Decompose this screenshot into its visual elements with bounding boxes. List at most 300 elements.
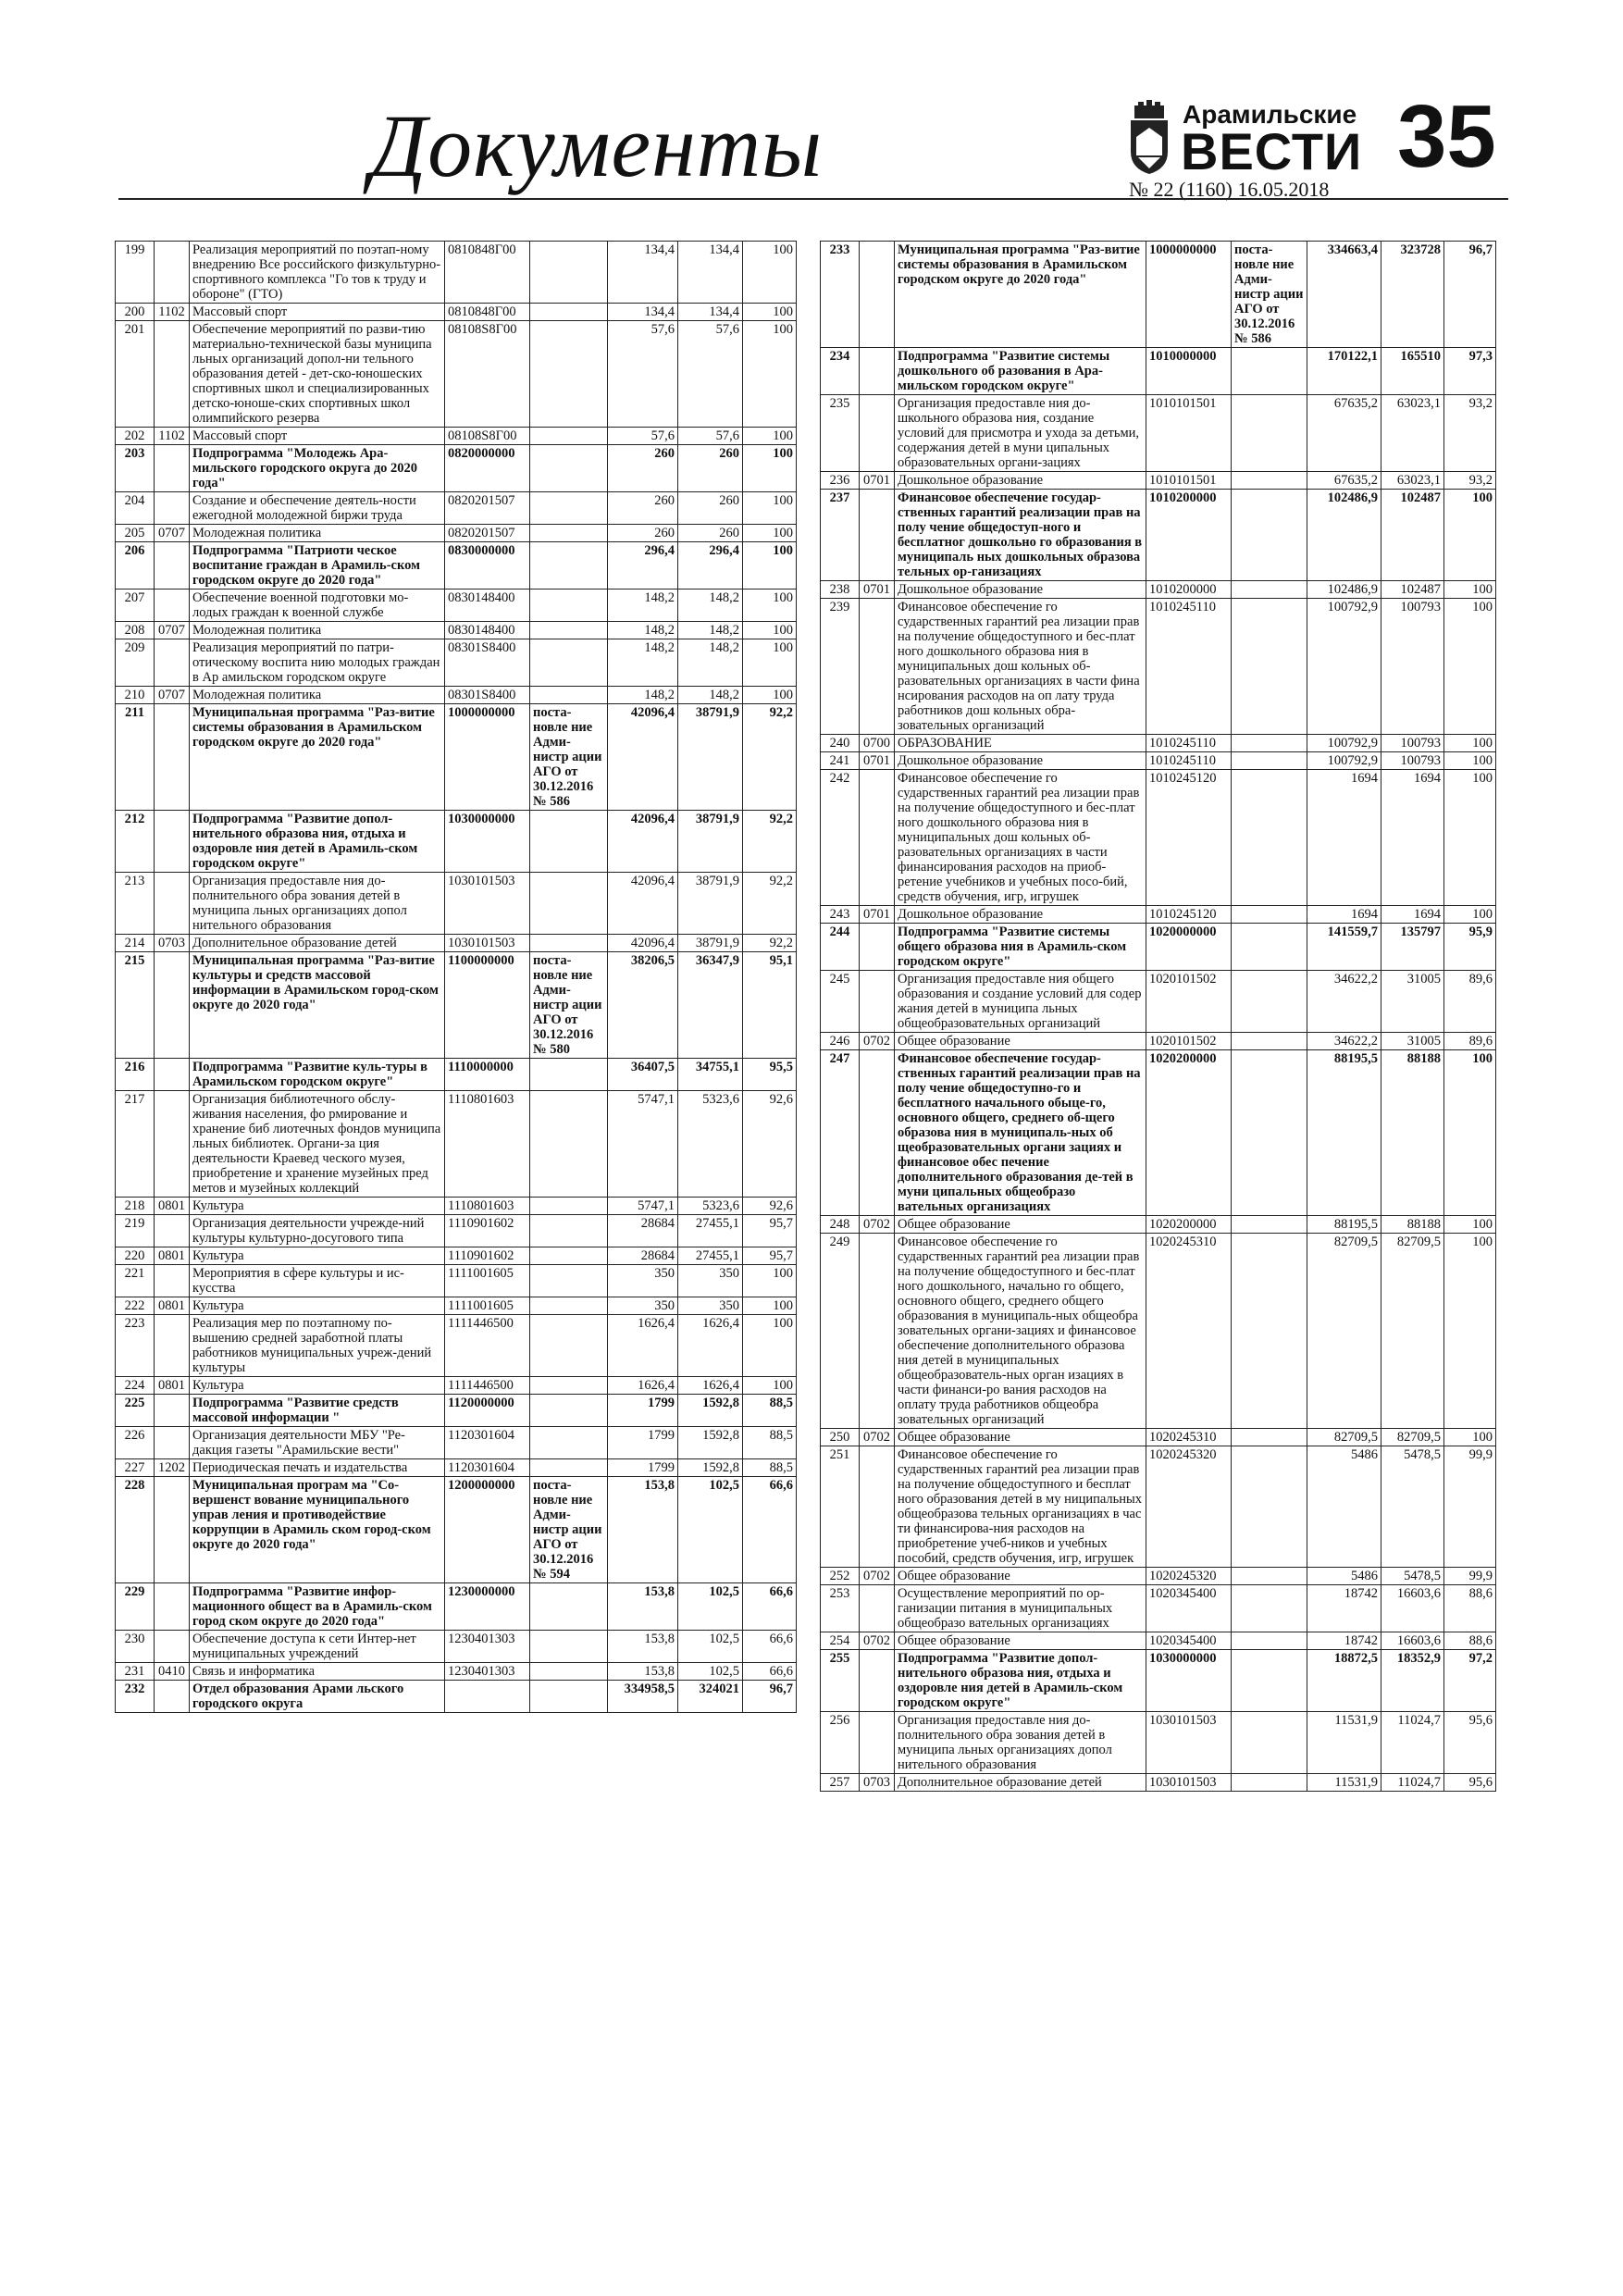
planned-amount: 334663,4 <box>1307 242 1381 348</box>
planned-amount: 1694 <box>1307 906 1381 924</box>
section-code <box>155 1059 190 1091</box>
target-code: 1020200000 <box>1146 1216 1232 1234</box>
planned-amount: 42096,4 <box>608 873 678 935</box>
program-document <box>530 445 608 492</box>
item-name: Общее образование <box>895 1033 1146 1050</box>
target-code: 1030000000 <box>1146 1650 1232 1712</box>
executed-amount: 100793 <box>1381 735 1444 752</box>
table-row <box>821 1632 1496 1650</box>
logo-top-text: Арамильские <box>1183 100 1357 129</box>
section-title: Документы <box>370 96 824 195</box>
row-number: 250 <box>821 1429 860 1446</box>
target-code: 1010245110 <box>1146 599 1232 735</box>
budget-table-right <box>820 241 1496 1792</box>
program-document <box>1232 1650 1307 1712</box>
planned-amount: 350 <box>608 1265 678 1297</box>
table-row <box>821 1429 1496 1446</box>
item-name: Дополнительное образование детей <box>190 935 445 952</box>
item-name: ОБРАЗОВАНИЕ <box>895 735 1146 752</box>
row-number: 238 <box>821 581 860 599</box>
section-code <box>155 1395 190 1427</box>
table-row <box>821 581 1496 599</box>
executed-amount: 57,6 <box>678 321 743 428</box>
execution-percent: 88,6 <box>1444 1585 1496 1632</box>
item-name: Осуществление мероприятий по ор-ганизации питания в муниципальных общеобразо вательных организациях <box>895 1585 1146 1632</box>
row-number: 219 <box>116 1215 155 1247</box>
program-document <box>530 639 608 687</box>
item-name: Обеспечение мероприятий по разви-тию материально-технической базы муниципа льных организаций допол-ни тельного образования детей - дет-ско-юношеских спортивных школ и специализированных детско-юноше-ских спортивных школ олимпийского резерва <box>190 321 445 428</box>
planned-amount: 148,2 <box>608 590 678 622</box>
program-document <box>530 687 608 704</box>
executed-amount: 102,5 <box>678 1631 743 1663</box>
section-code <box>860 971 895 1033</box>
planned-amount: 148,2 <box>608 622 678 639</box>
row-number: 248 <box>821 1216 860 1234</box>
item-name: Мероприятия в сфере культуры и ис-кусства <box>190 1265 445 1297</box>
table-row <box>116 1459 797 1477</box>
program-document <box>530 1583 608 1631</box>
program-document <box>1232 1774 1307 1792</box>
program-document <box>530 242 608 304</box>
executed-amount: 38791,9 <box>678 873 743 935</box>
execution-percent: 100 <box>743 304 797 321</box>
table-row <box>116 1265 797 1297</box>
execution-percent: 100 <box>743 622 797 639</box>
executed-amount: 350 <box>678 1265 743 1297</box>
target-code: 1010245120 <box>1146 906 1232 924</box>
row-number: 216 <box>116 1059 155 1091</box>
section-code <box>155 492 190 525</box>
program-document <box>530 1297 608 1315</box>
planned-amount: 28684 <box>608 1215 678 1247</box>
item-name: Финансовое обеспечение го сударственных гарантий реа лизации прав на получение общедоступного и бес-плат ного дошкольного образова ния в муниципальных дош кольных об-разовательных организациях в части фина нсирования расходов на оп лату труда работников дош кольных обра-зовательных организаций <box>895 599 1146 735</box>
section-code <box>860 1050 895 1216</box>
table-row <box>116 1395 797 1427</box>
table-row <box>821 924 1496 971</box>
target-code: 1230401303 <box>445 1663 530 1681</box>
execution-percent: 97,3 <box>1444 348 1496 395</box>
planned-amount: 18742 <box>1307 1632 1381 1650</box>
program-document <box>1232 1568 1307 1585</box>
execution-percent: 100 <box>743 590 797 622</box>
target-code: 0820201507 <box>445 525 530 542</box>
planned-amount: 260 <box>608 525 678 542</box>
target-code: 1120301604 <box>445 1459 530 1477</box>
execution-percent: 100 <box>1444 906 1496 924</box>
section-code <box>155 1315 190 1377</box>
program-document <box>1232 906 1307 924</box>
execution-percent: 99,9 <box>1444 1446 1496 1568</box>
item-name: Дошкольное образование <box>895 581 1146 599</box>
section-code: 0410 <box>155 1663 190 1681</box>
planned-amount: 153,8 <box>608 1663 678 1681</box>
execution-percent: 95,7 <box>743 1215 797 1247</box>
section-code: 0702 <box>860 1216 895 1234</box>
target-code: 1020245320 <box>1146 1568 1232 1585</box>
target-code: 0820000000 <box>445 445 530 492</box>
planned-amount: 42096,4 <box>608 811 678 873</box>
table-row <box>821 1050 1496 1216</box>
table-row <box>821 1234 1496 1429</box>
executed-amount: 260 <box>678 492 743 525</box>
target-code: 0830000000 <box>445 542 530 590</box>
item-name: Периодическая печать и издательства <box>190 1459 445 1477</box>
row-number: 240 <box>821 735 860 752</box>
planned-amount: 57,6 <box>608 428 678 445</box>
execution-percent: 88,5 <box>743 1395 797 1427</box>
planned-amount: 260 <box>608 492 678 525</box>
target-code: 1020200000 <box>1146 1050 1232 1216</box>
execution-percent: 100 <box>1444 490 1496 581</box>
section-code <box>155 1427 190 1459</box>
execution-percent: 93,2 <box>1444 472 1496 490</box>
row-number: 251 <box>821 1446 860 1568</box>
section-code <box>155 952 190 1059</box>
target-code: 1110000000 <box>445 1059 530 1091</box>
program-document <box>1232 599 1307 735</box>
program-document <box>530 935 608 952</box>
table-row <box>116 525 797 542</box>
program-document <box>1232 472 1307 490</box>
item-name: Муниципальная программа "Раз-витие системы образования в Арамильском городском округе до 2020 года" <box>895 242 1146 348</box>
target-code: 1020101502 <box>1146 1033 1232 1050</box>
planned-amount: 82709,5 <box>1307 1234 1381 1429</box>
planned-amount: 82709,5 <box>1307 1429 1381 1446</box>
executed-amount: 5323,6 <box>678 1198 743 1215</box>
execution-percent: 92,2 <box>743 873 797 935</box>
row-number: 203 <box>116 445 155 492</box>
executed-amount: 57,6 <box>678 428 743 445</box>
table-row <box>116 1247 797 1265</box>
row-number: 222 <box>116 1297 155 1315</box>
table-row <box>821 1650 1496 1712</box>
executed-amount: 1694 <box>1381 770 1444 906</box>
row-number: 230 <box>116 1631 155 1663</box>
execution-percent: 100 <box>743 1377 797 1395</box>
planned-amount: 11531,9 <box>1307 1712 1381 1774</box>
table-row <box>116 1198 797 1215</box>
program-document <box>530 622 608 639</box>
row-number: 218 <box>116 1198 155 1215</box>
row-number: 255 <box>821 1650 860 1712</box>
row-number: 206 <box>116 542 155 590</box>
execution-percent: 100 <box>1444 1216 1496 1234</box>
item-name: Муниципальная программа "Раз-витие системы образования в Арамильском городском округе до 2020 года" <box>190 704 445 811</box>
row-number: 244 <box>821 924 860 971</box>
program-document <box>1232 1429 1307 1446</box>
program-document <box>1232 490 1307 581</box>
program-document <box>530 1198 608 1215</box>
program-document <box>530 1377 608 1395</box>
program-document <box>1232 1050 1307 1216</box>
target-code: 0810848Г00 <box>445 304 530 321</box>
table-row <box>821 1446 1496 1568</box>
table-row <box>821 1774 1496 1792</box>
table-row <box>116 1477 797 1583</box>
section-code: 0701 <box>860 581 895 599</box>
section-code <box>155 445 190 492</box>
target-code: 1110801603 <box>445 1198 530 1215</box>
table-row <box>821 242 1496 348</box>
program-document <box>1232 1234 1307 1429</box>
section-code: 0703 <box>155 935 190 952</box>
row-number: 215 <box>116 952 155 1059</box>
section-code <box>155 1265 190 1297</box>
section-code: 0702 <box>860 1429 895 1446</box>
target-code: 1020245310 <box>1146 1429 1232 1446</box>
program-document <box>530 1059 608 1091</box>
target-code: 1030101503 <box>1146 1774 1232 1792</box>
table-row <box>821 1033 1496 1050</box>
executed-amount: 16603,6 <box>1381 1585 1444 1632</box>
table-row <box>116 639 797 687</box>
program-document <box>530 1091 608 1198</box>
planned-amount: 100792,9 <box>1307 735 1381 752</box>
row-number: 256 <box>821 1712 860 1774</box>
newspaper-logo <box>1127 91 1368 183</box>
row-number: 217 <box>116 1091 155 1198</box>
row-number: 252 <box>821 1568 860 1585</box>
item-name: Подпрограмма "Развитие средств массовой информации " <box>190 1395 445 1427</box>
table-row <box>821 752 1496 770</box>
target-code: 1111001605 <box>445 1297 530 1315</box>
execution-percent: 100 <box>743 525 797 542</box>
target-code: 1030000000 <box>445 811 530 873</box>
planned-amount: 67635,2 <box>1307 472 1381 490</box>
item-name: Подпрограмма "Развитие системы общего образова ния в Арамиль-ском городском округе" <box>895 924 1146 971</box>
item-name: Культура <box>190 1377 445 1395</box>
section-code <box>860 348 895 395</box>
executed-amount: 260 <box>678 445 743 492</box>
item-name: Общее образование <box>895 1632 1146 1650</box>
execution-percent: 100 <box>743 639 797 687</box>
planned-amount: 1626,4 <box>608 1315 678 1377</box>
table-row <box>116 1631 797 1663</box>
planned-amount: 11531,9 <box>1307 1774 1381 1792</box>
table-row <box>116 428 797 445</box>
target-code: 1020345400 <box>1146 1632 1232 1650</box>
program-document <box>530 811 608 873</box>
executed-amount: 323728 <box>1381 242 1444 348</box>
section-code: 0801 <box>155 1377 190 1395</box>
target-code: 0830148400 <box>445 622 530 639</box>
target-code: 1010245110 <box>1146 752 1232 770</box>
target-code: 1200000000 <box>445 1477 530 1583</box>
executed-amount: 88188 <box>1381 1050 1444 1216</box>
item-name: Подпрограмма "Развитие допол-нительного образова ния, отдыха и оздоровле ния детей в Арамиль-ском городском округе" <box>190 811 445 873</box>
planned-amount: 18872,5 <box>1307 1650 1381 1712</box>
target-code: 1000000000 <box>445 704 530 811</box>
table-row <box>116 1681 797 1713</box>
program-document <box>530 1459 608 1477</box>
table-row <box>821 735 1496 752</box>
program-document: поста-новле ние Адми-нистр ации АГО от 30.12.2016 № 594 <box>530 1477 608 1583</box>
item-name: Подпрограмма "Развитие системы дошкольного об разования в Ара-мильском городском округе" <box>895 348 1146 395</box>
executed-amount: 134,4 <box>678 304 743 321</box>
row-number: 232 <box>116 1681 155 1713</box>
item-name: Дошкольное образование <box>895 752 1146 770</box>
program-document <box>1232 971 1307 1033</box>
item-name: Муниципальная програм ма "Со-вершенст вование муниципального управ ления и противодействие коррупции в Арамиль ском город-ском округе до 2020 года" <box>190 1477 445 1583</box>
executed-amount: 18352,9 <box>1381 1650 1444 1712</box>
table-row <box>116 935 797 952</box>
planned-amount: 5747,1 <box>608 1091 678 1198</box>
execution-percent: 100 <box>743 445 797 492</box>
item-name: Финансовое обеспечение государ-ственных гарантий реализации прав на полу чение общедоступно-го и бесплатного начального обыце-го, основного общего, среднего об-щего образова ния в муниципаль-ных об щеобразовательных органи зациях и финансовое обес печение дополнительного образования де-тей в муни ципальных общеобразо вательных организациях <box>895 1050 1146 1216</box>
program-document: поста-новле ние Адми-нистр ации АГО от 30.12.2016 № 586 <box>1232 242 1307 348</box>
target-code <box>445 1681 530 1713</box>
target-code: 0820201507 <box>445 492 530 525</box>
table-row <box>821 1216 1496 1234</box>
executed-amount: 100793 <box>1381 599 1444 735</box>
item-name: Создание и обеспечение деятель-ности ежегодной молодежной биржи труда <box>190 492 445 525</box>
executed-amount: 27455,1 <box>678 1215 743 1247</box>
row-number: 201 <box>116 321 155 428</box>
row-number: 202 <box>116 428 155 445</box>
section-code <box>155 1681 190 1713</box>
executed-amount: 324021 <box>678 1681 743 1713</box>
item-name: Организация предоставле ния до-полнительного обра зования детей в муниципа льных организациях допол нительного образования <box>190 873 445 935</box>
row-number: 213 <box>116 873 155 935</box>
target-code: 1120000000 <box>445 1395 530 1427</box>
target-code: 1110901602 <box>445 1215 530 1247</box>
section-code <box>155 242 190 304</box>
execution-percent: 100 <box>743 542 797 590</box>
row-number: 226 <box>116 1427 155 1459</box>
section-code: 0702 <box>860 1568 895 1585</box>
executed-amount: 148,2 <box>678 639 743 687</box>
target-code: 1111446500 <box>445 1315 530 1377</box>
section-code <box>155 1091 190 1198</box>
section-code <box>860 242 895 348</box>
row-number: 209 <box>116 639 155 687</box>
item-name: Обеспечение доступа к сети Интер-нет муниципальных учреждений <box>190 1631 445 1663</box>
item-name: Организация предоставле ния до-полнительного обра зования детей в муниципа льных организациях допол нительного образования <box>895 1712 1146 1774</box>
table-row <box>116 242 797 304</box>
logo-big-text: ВЕСТИ <box>1181 122 1363 180</box>
program-document <box>1232 581 1307 599</box>
item-name: Организация предоставле ния до-школьного образова ния, создание условий для присмотра и ухода за детьми, содержания детей в муни ципальных образовательных органи-зациях <box>895 395 1146 472</box>
target-code: 1010000000 <box>1146 348 1232 395</box>
table-row <box>116 873 797 935</box>
planned-amount: 67635,2 <box>1307 395 1381 472</box>
program-document <box>530 1215 608 1247</box>
target-code: 1020345400 <box>1146 1585 1232 1632</box>
table-row <box>821 348 1496 395</box>
execution-percent: 95,9 <box>1444 924 1496 971</box>
item-name: Культура <box>190 1297 445 1315</box>
section-code <box>860 599 895 735</box>
execution-percent: 66,6 <box>743 1663 797 1681</box>
planned-amount: 102486,9 <box>1307 581 1381 599</box>
row-number: 228 <box>116 1477 155 1583</box>
executed-amount: 31005 <box>1381 971 1444 1033</box>
execution-percent: 96,7 <box>1444 242 1496 348</box>
item-name: Организация деятельности МБУ "Ре-дакция газеты "Арамильские вести" <box>190 1427 445 1459</box>
row-number: 249 <box>821 1234 860 1429</box>
item-name: Подпрограмма "Патриоти ческое воспитание граждан в Арамиль-ском городском округе до 2020 года" <box>190 542 445 590</box>
row-number: 243 <box>821 906 860 924</box>
target-code: 1010245120 <box>1146 770 1232 906</box>
execution-percent: 100 <box>1444 770 1496 906</box>
item-name: Молодежная политика <box>190 525 445 542</box>
executed-amount: 5478,5 <box>1381 1568 1444 1585</box>
row-number: 220 <box>116 1247 155 1265</box>
planned-amount: 88195,5 <box>1307 1216 1381 1234</box>
execution-percent: 92,6 <box>743 1198 797 1215</box>
planned-amount: 350 <box>608 1297 678 1315</box>
row-number: 224 <box>116 1377 155 1395</box>
executed-amount: 11024,7 <box>1381 1774 1444 1792</box>
executed-amount: 148,2 <box>678 687 743 704</box>
target-code: 1010101501 <box>1146 395 1232 472</box>
execution-percent: 95,1 <box>743 952 797 1059</box>
section-code: 0701 <box>860 752 895 770</box>
planned-amount: 334958,5 <box>608 1681 678 1713</box>
target-code: 1110901602 <box>445 1247 530 1265</box>
executed-amount: 27455,1 <box>678 1247 743 1265</box>
row-number: 210 <box>116 687 155 704</box>
table-row <box>116 952 797 1059</box>
executed-amount: 260 <box>678 525 743 542</box>
execution-percent: 100 <box>1444 752 1496 770</box>
program-document <box>1232 1585 1307 1632</box>
table-row <box>821 1585 1496 1632</box>
table-row <box>116 304 797 321</box>
target-code: 08108S8Г00 <box>445 428 530 445</box>
item-name: Общее образование <box>895 1429 1146 1446</box>
table-row <box>116 1583 797 1631</box>
item-name: Реализация мероприятий по патри-отическому воспита нию молодых граждан в Ар амильском городском округе <box>190 639 445 687</box>
table-row <box>116 492 797 525</box>
page-number: 35 <box>1397 87 1496 186</box>
target-code: 1020101502 <box>1146 971 1232 1033</box>
section-code: 0801 <box>155 1247 190 1265</box>
executed-amount: 16603,6 <box>1381 1632 1444 1650</box>
issue-info: № 22 (1160) 16.05.2018 <box>1129 178 1330 201</box>
row-number: 233 <box>821 242 860 348</box>
section-code: 0707 <box>155 525 190 542</box>
program-document <box>530 525 608 542</box>
item-name: Дошкольное образование <box>895 472 1146 490</box>
table-row <box>116 1663 797 1681</box>
planned-amount: 28684 <box>608 1247 678 1265</box>
item-name: Подпрограмма "Развитие допол-нительного образова ния, отдыха и оздоровле ния детей в Арамиль-ском городском округе" <box>895 1650 1146 1712</box>
executed-amount: 102,5 <box>678 1477 743 1583</box>
execution-percent: 92,2 <box>743 704 797 811</box>
section-code <box>860 1712 895 1774</box>
executed-amount: 63023,1 <box>1381 395 1444 472</box>
section-code <box>155 590 190 622</box>
planned-amount: 148,2 <box>608 639 678 687</box>
execution-percent: 100 <box>1444 1234 1496 1429</box>
section-code: 0707 <box>155 622 190 639</box>
item-name: Общее образование <box>895 1568 1146 1585</box>
target-code: 1111001605 <box>445 1265 530 1297</box>
section-code <box>155 639 190 687</box>
program-document <box>530 1663 608 1681</box>
table-row <box>116 590 797 622</box>
execution-percent: 100 <box>1444 1429 1496 1446</box>
program-document <box>1232 1712 1307 1774</box>
planned-amount: 5486 <box>1307 1446 1381 1568</box>
row-number: 241 <box>821 752 860 770</box>
table-row <box>821 472 1496 490</box>
planned-amount: 5486 <box>1307 1568 1381 1585</box>
planned-amount: 134,4 <box>608 242 678 304</box>
item-name: Общее образование <box>895 1216 1146 1234</box>
execution-percent: 66,6 <box>743 1631 797 1663</box>
